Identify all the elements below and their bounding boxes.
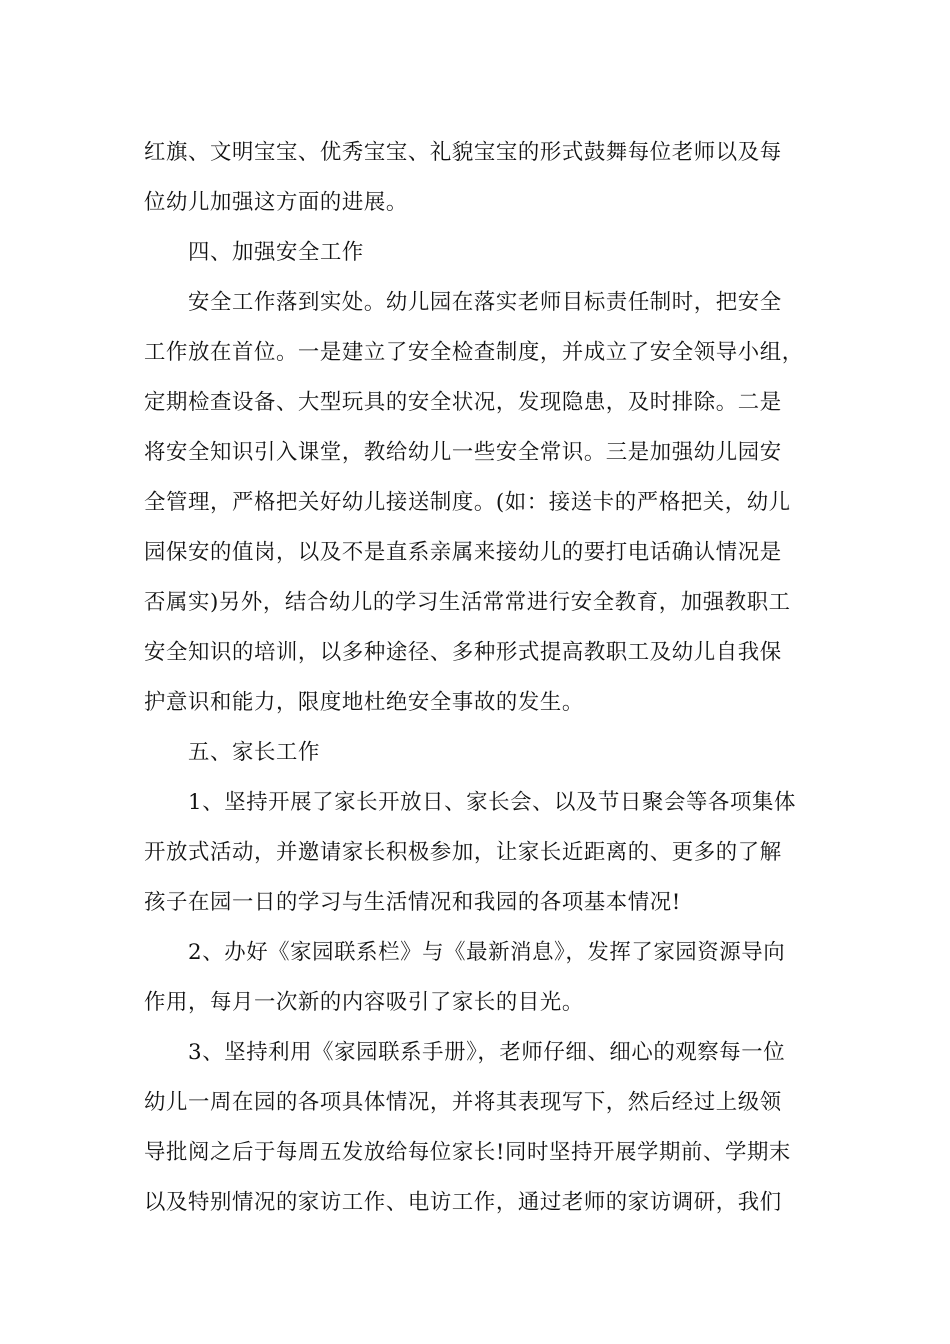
text-line: 位幼儿加强这方面的进展。: [144, 190, 408, 215]
paragraph-p2: [144, 278, 806, 728]
text-line: 幼儿一周在园的各项具体情况，并将其表现写下，然后经过上级领: [144, 1090, 782, 1115]
text-line: 安全知识的培训，以多种途径、多种形式提高教职工及幼儿自我保: [144, 640, 782, 665]
text-line: 2、办好《家园联系栏》与《最新消息》，发挥了家园资源导向: [188, 940, 786, 965]
text-line: 导批阅之后于每周五发放给每位家长!同时坚持开展学期前、学期末: [144, 1140, 791, 1165]
text-line: 全管理，严格把关好幼儿接送制度。(如：接送卡的严格把关，幼儿: [144, 490, 791, 515]
heading-line: 四、加强安全工作: [188, 240, 364, 265]
text-line: 护意识和能力，限度地杜绝安全事故的发生。: [144, 690, 584, 715]
paragraph-p1: [144, 128, 806, 228]
text-line: 否属实)另外，结合幼儿的学习生活常常进行安全教育，加强教职工: [144, 590, 791, 615]
paragraph-p4: [144, 928, 806, 1028]
text-line: 红旗、文明宝宝、优秀宝宝、礼貌宝宝的形式鼓舞每位老师以及每: [144, 140, 782, 165]
text-line: 以及特别情况的家访工作、电访工作，通过老师的家访调研，我们: [144, 1190, 782, 1215]
text-line: 孩子在园一日的学习与生活情况和我园的各项基本情况!: [144, 890, 681, 915]
heading-line: 五、家长工作: [188, 740, 320, 765]
text-line: 作用，每月一次新的内容吸引了家长的目光。: [144, 990, 584, 1015]
text-line: 安全工作落到实处。幼儿园在落实老师目标责任制时，把安全: [188, 290, 782, 315]
section-heading-5: [144, 728, 806, 778]
text-line: 开放式活动，并邀请家长积极参加，让家长近距离的、更多的了解: [144, 840, 782, 865]
text-line: 3、坚持利用《家园联系手册》，老师仔细、细心的观察每一位: [188, 1040, 786, 1065]
text-line: 1、坚持开展了家长开放日、家长会、以及节日聚会等各项集体: [188, 790, 796, 815]
paragraph-p5: [144, 1028, 806, 1228]
text-line: 园保安的值岗，以及不是直系亲属来接幼儿的要打电话确认情况是: [144, 540, 782, 565]
text-line: 工作放在首位。一是建立了安全检查制度，并成立了安全领导小组，: [144, 340, 804, 365]
section-heading-4: [144, 228, 806, 278]
text-line: 将安全知识引入课堂，教给幼儿一些安全常识。三是加强幼儿园安: [144, 440, 782, 465]
text-line: 定期检查设备、大型玩具的安全状况，发现隐患，及时排除。二是: [144, 390, 782, 415]
document-body: [144, 128, 806, 1228]
paragraph-p3: [144, 778, 806, 928]
